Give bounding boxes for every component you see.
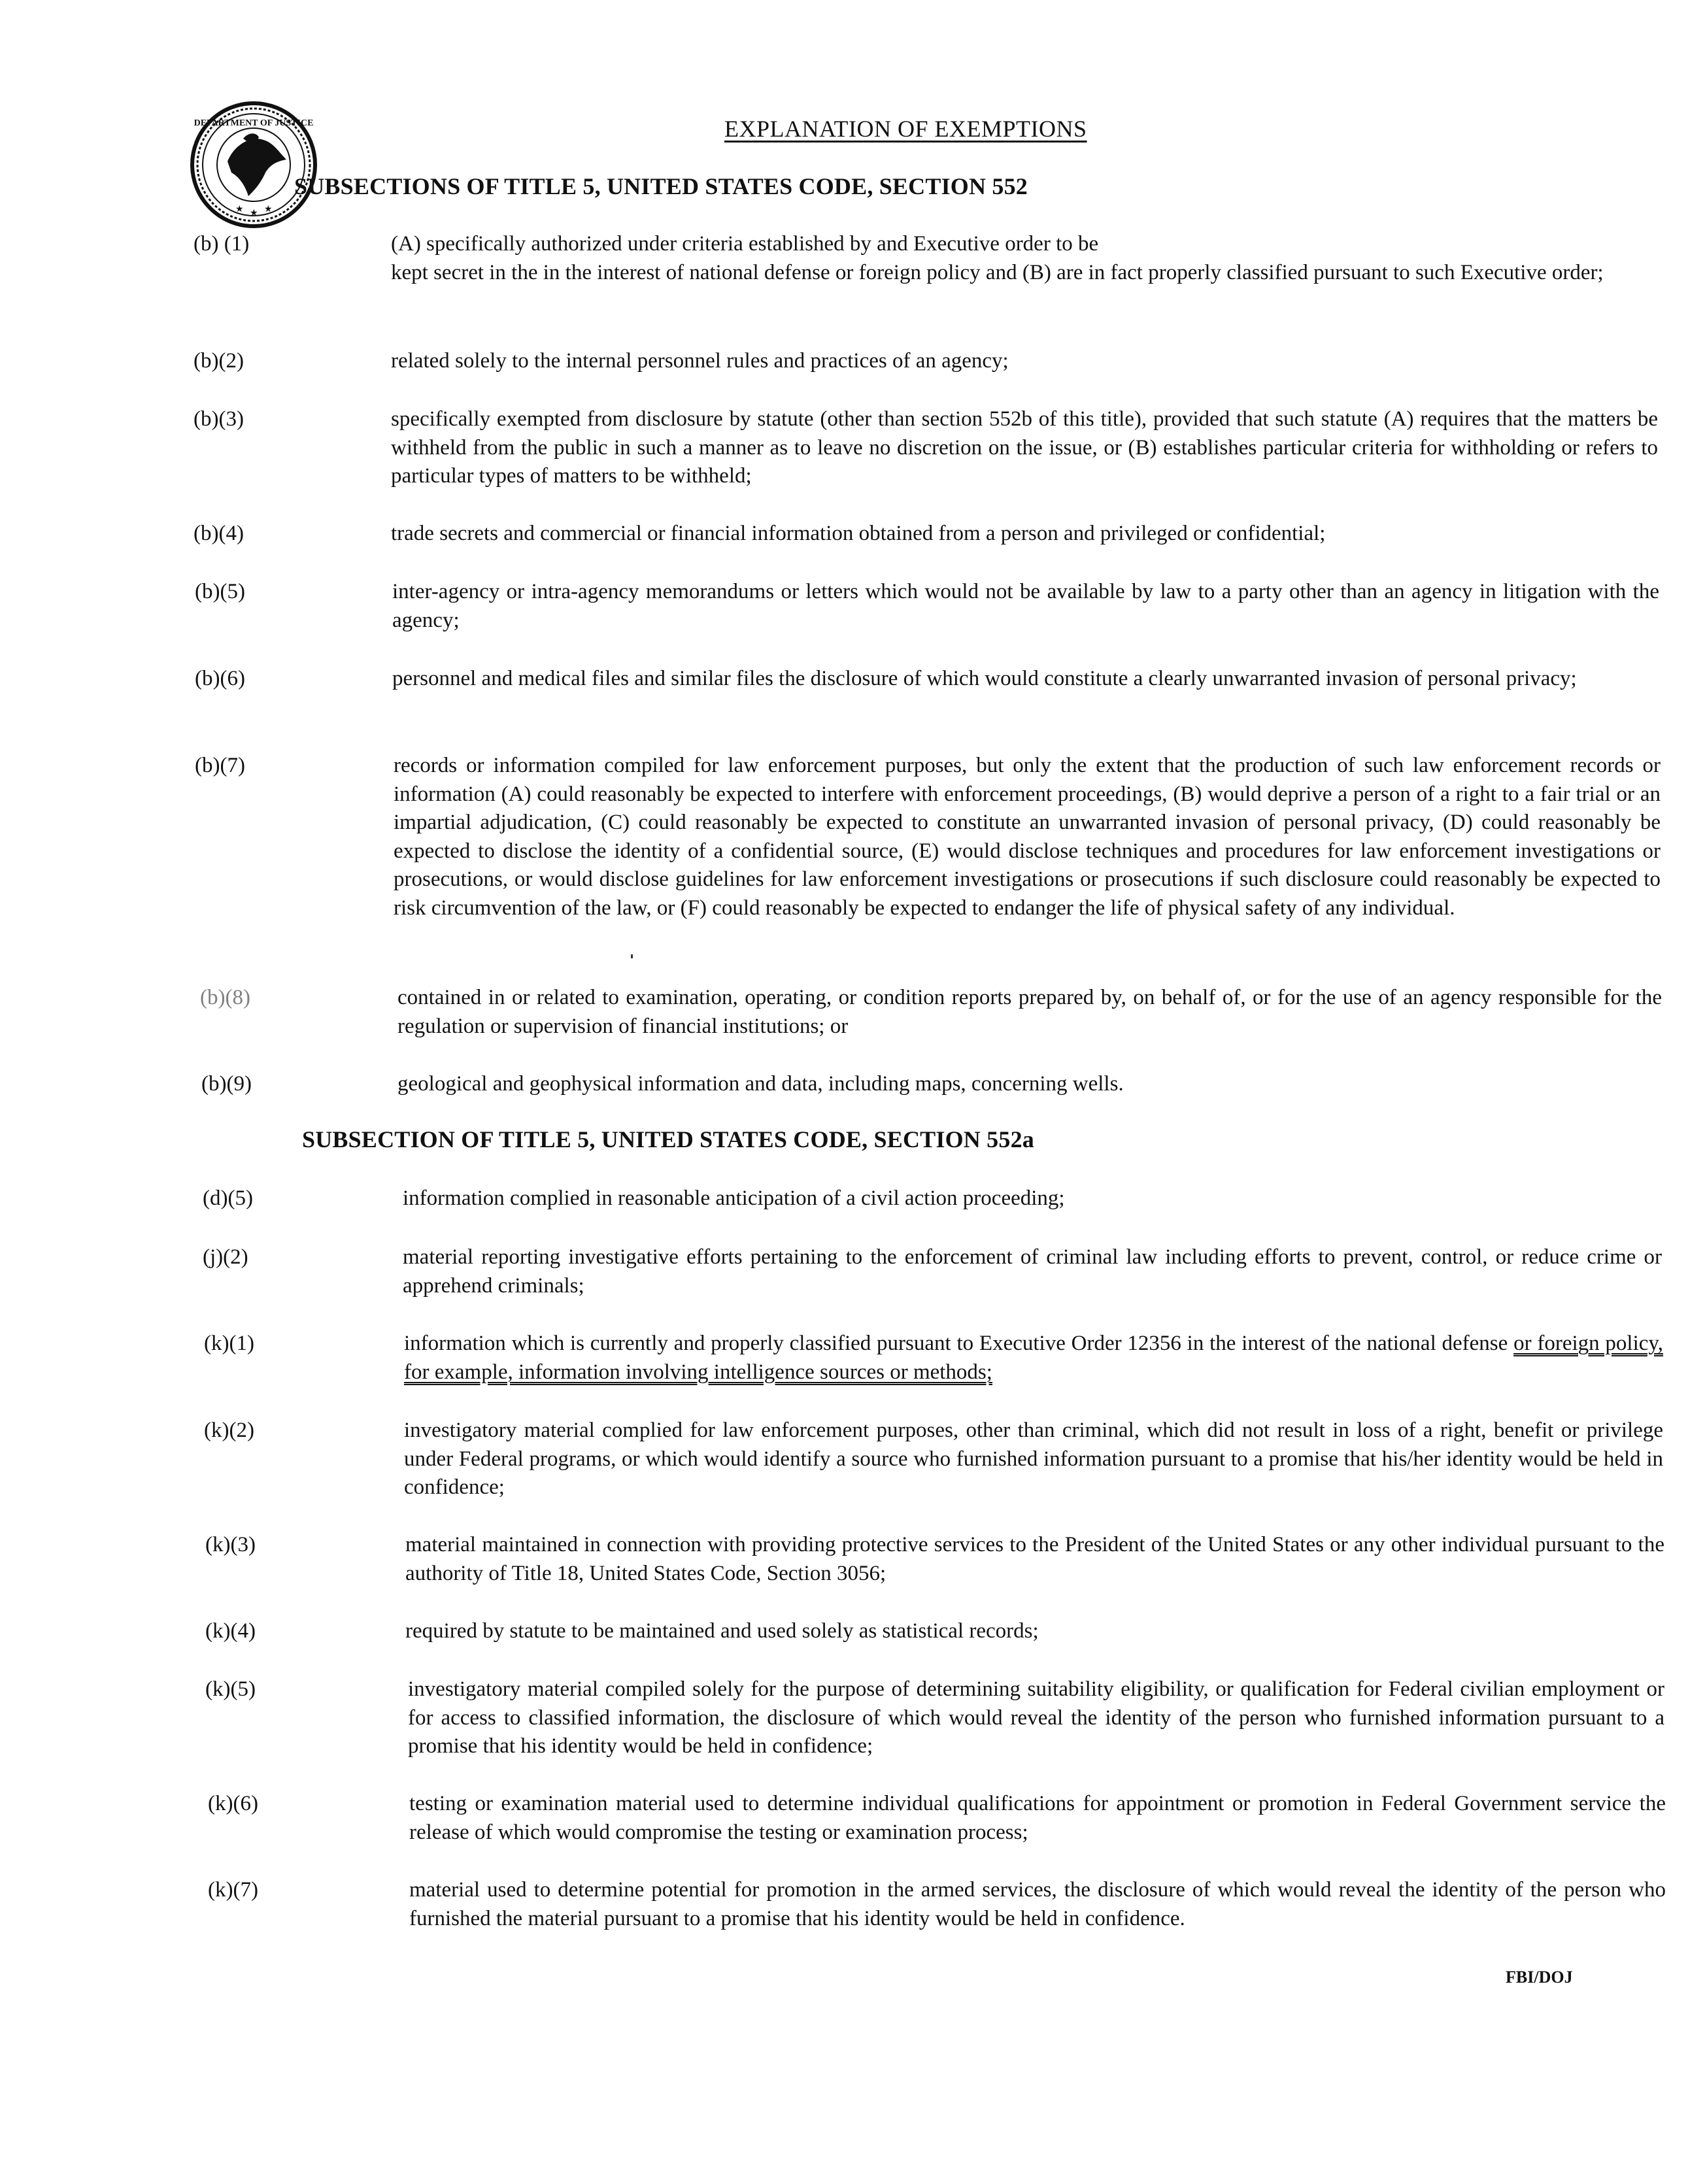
exemption-label: (k)(7) xyxy=(208,1878,258,1902)
exemption-text: information complied in reasonable anticipation of a civil action proceeding; xyxy=(403,1186,1065,1210)
svg-text:★: ★ xyxy=(264,205,273,214)
svg-text:DEPARTMENT OF JUSTICE: DEPARTMENT OF JUSTICE xyxy=(194,118,314,128)
exemption-text: material reporting investigative efforts pertaining to the enforcement of criminal law including efforts to prevent, control, or reduce crime or apprehend criminals; xyxy=(403,1245,1662,1298)
exemption-label: (b)(9) xyxy=(201,1072,252,1096)
exemption-label: (k)(4) xyxy=(205,1619,256,1643)
exemption-label: (b)(7) xyxy=(195,754,245,777)
exemption-text: personnel and medical files and similar files the disclosure of which would constitute a clearly unwarranted invasion of personal privacy; xyxy=(392,667,1577,690)
underlined-passage: or foreign policy, for example, information involving intelligence sources or methods; xyxy=(404,1332,1664,1384)
exemption-text: material maintained in connection with providing protective services to the President of the United States or any other individual pursuant to the authority of Title 18, United States Code, Section 3056; xyxy=(405,1533,1664,1585)
exemption-text: investigatory material complied for law enforcement purposes, other than criminal, which did not result in loss of a right, benefit or privilege under Federal programs, or which would identify a source who furnished information pursuant to a promise that his/her identity would be held in confidence; xyxy=(404,1419,1663,1499)
exemption-label: (b)(3) xyxy=(194,407,244,431)
footer-agency-mark: FBI/DOJ xyxy=(1506,1968,1573,1987)
section-552-heading: SUBSECTIONS OF TITLE 5, UNITED STATES CODE, SECTION 552 xyxy=(294,173,1028,199)
exemption-label: (b)(4) xyxy=(194,522,244,545)
exemption-text: investigatory material compiled solely for the purpose of determining suitability eligibility, or qualification for Federal civilian employment or for access to classified information, the disclosure of which would reveal the identity of the person who furnished information pursuant to a promise that his identity would be held in confidence; xyxy=(408,1677,1664,1758)
exemption-text: required by statute to be maintained and used solely as statistical records; xyxy=(405,1619,1039,1643)
exemption-label: (k)(2) xyxy=(204,1419,254,1442)
exemption-label: (d)(5) xyxy=(203,1186,253,1210)
svg-text:★: ★ xyxy=(250,209,258,218)
exemption-label: (b)(5) xyxy=(195,580,245,603)
exemption-text: testing or examination material used to determine individual qualifications for appointment or promotion in Federal Government service the release of which would compromise the testing or examination process; xyxy=(409,1792,1666,1844)
exemption-text: information which is currently and properly classified pursuant to Executive Order 12356 in the interest of the national defense or foreign policy, for example, information involving intelligence sources or methods; xyxy=(404,1332,1664,1384)
exemption-label: (b)(6) xyxy=(195,667,245,690)
department-of-justice-seal-icon xyxy=(188,99,319,230)
exemption-text: records or information compiled for law enforcement purposes, but only the extent that the production of such law enforcement records or information (A) could reasonably be expected to interfere with enforcement proceedings, (B) would deprive a person of a right to a fair trial or an impartial adjudication, (C) could reasonably be expected to constitute an unwarranted invasion of personal privacy, (D) could reasonably be expected to disclose the identity of a confidential source, (E) would disclose techniques and procedures for law enforcement investigations or prosecutions, or would disclose guidelines for law enforcement investigations or prosecutions if such disclosure could reasonably be expected to risk circumvention of the law, or (F) could reasonably be expected to endanger the life of physical safety of any individual. xyxy=(394,754,1661,920)
exemption-text: related solely to the internal personnel rules and practices of an agency; xyxy=(391,349,1009,373)
exemption-text: material used to determine potential for promotion in the armed services, the disclosure of which would reveal the identity of the person who furnished the material pursuant to a promise that his identity would be held in confidence. xyxy=(409,1878,1666,1930)
exemption-text: geological and geophysical information and data, including maps, concerning wells. xyxy=(397,1072,1124,1096)
exemption-text: specifically exempted from disclosure by statute (other than section 552b of this title), provided that such statute (A) requires that the matters be withheld from the public in such a manner as to leave no discretion on the issue, or (B) establishes particular criteria for withholding or refers to particular types of matters to be withheld; xyxy=(391,407,1658,488)
document-title: EXPLANATION OF EXEMPTIONS xyxy=(724,116,1087,142)
exemption-label: (k)(5) xyxy=(205,1677,256,1701)
exemption-label: (k)(3) xyxy=(205,1533,256,1556)
exemption-text: trade secrets and commercial or financial information obtained from a person and privileged or confidential; xyxy=(391,522,1326,545)
exemption-label: (b) (1) xyxy=(194,232,250,256)
exemption-label: (b)(2) xyxy=(194,349,244,373)
exemption-label: (j)(2) xyxy=(203,1245,248,1269)
exemption-text: contained in or related to examination, operating, or condition reports prepared by, on behalf of, or for the use of an agency responsible for the regulation or supervision of financial institutions; or xyxy=(397,986,1662,1038)
section-552a-heading: SUBSECTION OF TITLE 5, UNITED STATES CODE, SECTION 552a xyxy=(302,1126,1034,1152)
exemption-label: (k)(6) xyxy=(208,1792,258,1815)
exemption-label: (b)(8) xyxy=(200,986,250,1009)
scan-speck xyxy=(631,954,633,958)
svg-text:★: ★ xyxy=(235,205,244,214)
exemption-label: (k)(1) xyxy=(204,1332,254,1355)
exemption-text: inter-agency or intra-agency memorandums or letters which would not be available by law to a party other than an agency in litigation with the agency; xyxy=(392,580,1659,632)
exemption-text: (A) specifically authorized under criteria established by and Executive order to be kept secret in the in the interest of national defense or foreign policy and (B) are in fact properly classified pursuant to such Executive order; xyxy=(391,232,1604,284)
